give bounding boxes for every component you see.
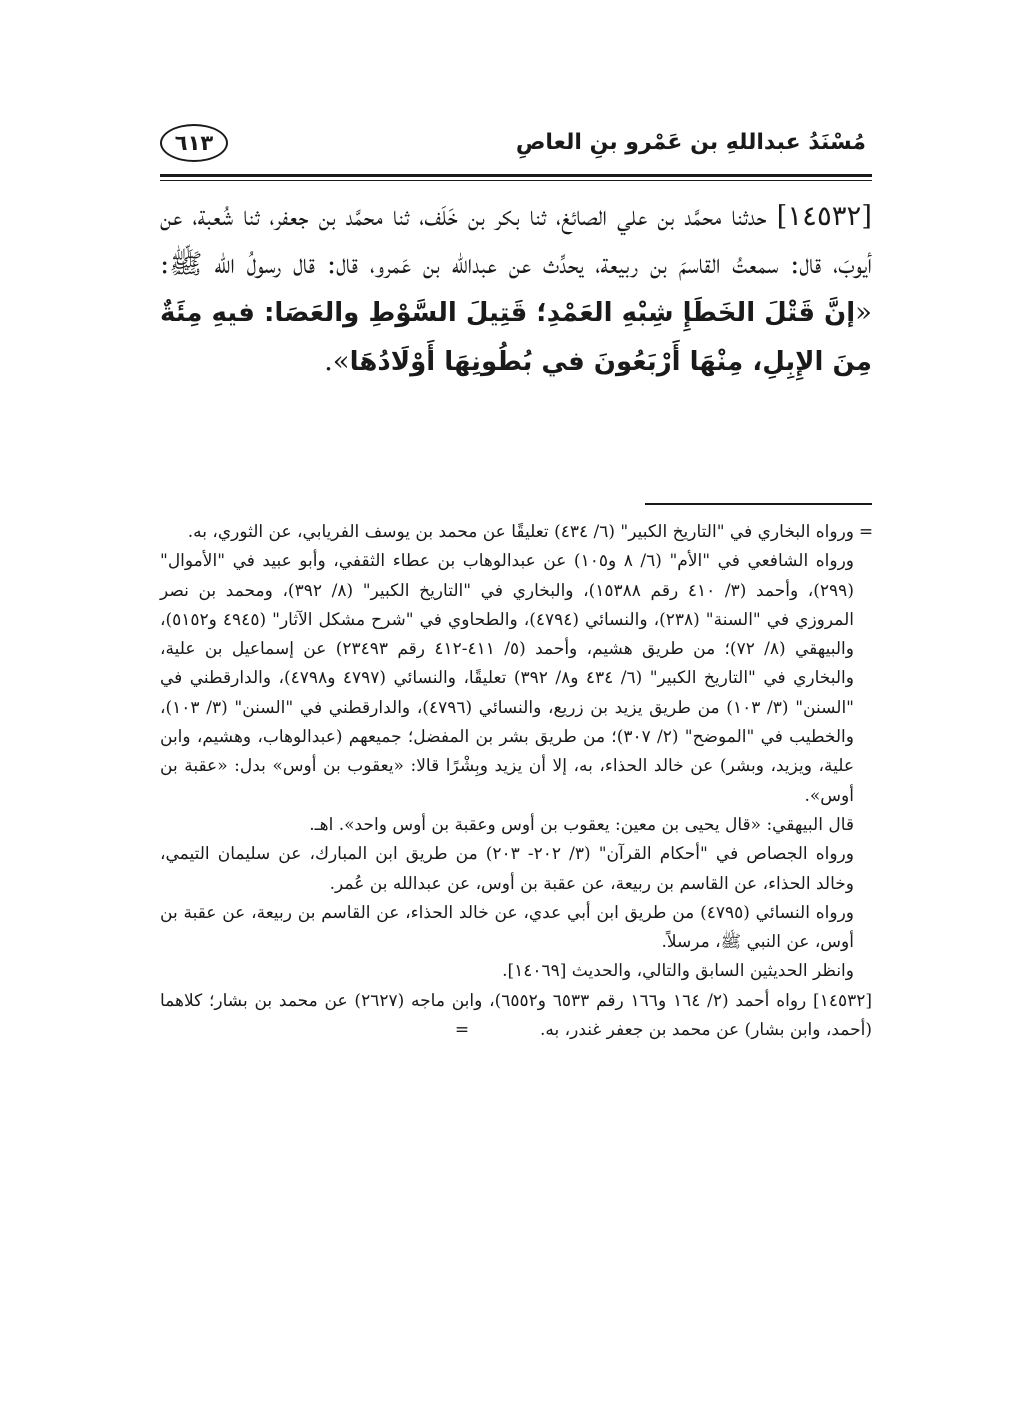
- footnote-separator: [645, 503, 872, 505]
- footnote-paragraph: ورواه الجصاص في "أحكام القرآن" (٣/ ٢٠٢- ٢٠٣) من طريق ابن المبارك، عن سليمان التيمي، وخالد الحذاء، عن القاسم بن ربيعة، عن عقبة بن أوس، عن عبدالله بن عُمر.: [160, 844, 854, 894]
- header-rule-thin: [160, 180, 872, 181]
- running-title: مُسْنَدُ عبداللهِ بن عَمْرو بنِ العاصِ: [515, 130, 866, 155]
- hadith-text: [160, 192, 872, 386]
- continuation-mark-top: =: [858, 522, 874, 542]
- footnote-paragraph: قال البيهقي: «قال يحيى بن معين: يعقوب بن أوس وعقبة بن أوس واحد». اهـ.: [309, 814, 854, 835]
- footnotes: [160, 518, 872, 1045]
- footnote-paragraph: ورواه البخاري في "التاريخ الكبير" (٦/ ٤٣٤) تعليقًا عن محمد بن يوسف الفريابي، عن الثوري، به.: [187, 522, 854, 542]
- continuation-mark-bottom: =: [454, 1020, 470, 1041]
- hadith-matn-end: ».: [324, 345, 350, 377]
- page-number: ٦١٣: [160, 124, 228, 162]
- hadith-matn: إنَّ قَتْلَ الخَطَإِ شِبْهِ العَمْدِ؛ قَتِيلَ السَّوْطِ والعَصَا: فيهِ مِئَةٌ مِنَ الإِبِلِ، مِنْهَا أَرْبَعُونَ في بُطُونِهَا أَوْلَادُهَا: [160, 298, 872, 377]
- hadith-isnad: حدثنا محمَّد بن علي الصائغ، ثنا بكر بن خَلَف، ثنا محمَّد بن جعفر، ثنا شُعبة، عن أيوبَ، قال: سمعتُ القاسمَ بن ربيعة، يحدِّث عن عبدالله بن عَمرو، قال: قال رسولُ الله ﷺ: «: [160, 200, 872, 328]
- footnote-paragraph: ورواه الشافعي في "الأم" (٦/ ٨ و١٠٥) عن عبدالوهاب بن عطاء الثقفي، وأبو عبيد في "الأموال" (٢٩٩)، وأحمد (٣/ ٤١٠ رقم ١٥٣٨٨)، والبخاري في "التاريخ الكبير" (٨/ ٣٩٢)، ومحمد بن نصر المروزي في "السنة" (٢٣٨)، والنسائي (٤٧٩٤)، والطحاوي في "شرح مشكل الآثار" (٤٩٤٥ و٥١٥٢)، والبيهقي (٨/ ٧٢)؛ من طريق هشيم، وأحمد (٥/ ٤١١-٤١٢ رقم ٢٣٤٩٣) عن إسماعيل بن علية، والبخاري في "التاريخ الكبير" (٦/ ٤٣٤ و٨/ ٣٩٢) تعليقًا، والنسائي (٤٧٩٧ و٤٧٩٨)، والدارقطني في "السنن" (٣/ ١٠٣) من طريق يزيد بن زريع، والنسائي (٤٧٩٦)، والدارقطني في "السنن" (٣/ ١٠٣)، والخطيب في "الموضح" (٢/ ٣٠٧)؛ من طريق بشر بن المفضل؛ جميعهم (عبدالوهاب، وهشيم، وابن علية، ويزيد، وبشر) عن خالد الحذاء، به، إلا أن يزيد وبِشْرًا قالا: «يعقوب بن أوس» بدل: «عقبة بن أوس».: [160, 551, 854, 806]
- footnote-paragraph: ورواه النسائي (٤٧٩٥) من طريق ابن أبي عدي، عن خالد الحذاء، عن القاسم بن ربيعة، عن عقبة بن أوس، عن النبي ﷺ، مرسلاً.: [160, 902, 854, 953]
- hadith-number: [١٤٥٣٢]: [776, 200, 872, 232]
- header-rule-thick: [160, 174, 872, 177]
- footnote-paragraph: وانظر الحديثين السابق والتالي، والحديث [١٤٠٦٩].: [502, 961, 854, 982]
- takhrij-text: رواه أحمد (٢/ ١٦٤ و١٦٦ رقم ٦٥٣٣ و٦٥٥٢)، وابن ماجه (٢٦٢٧) عن محمد بن بشار؛ كلاهما (أحمد، وابن بشار) عن محمد بن جعفر غندر، به.: [160, 990, 872, 1041]
- takhrij-hadith-number: [١٤٥٣٢]: [813, 990, 872, 1011]
- hadith-takhrij-note: [160, 987, 872, 1046]
- page-header: [160, 122, 872, 174]
